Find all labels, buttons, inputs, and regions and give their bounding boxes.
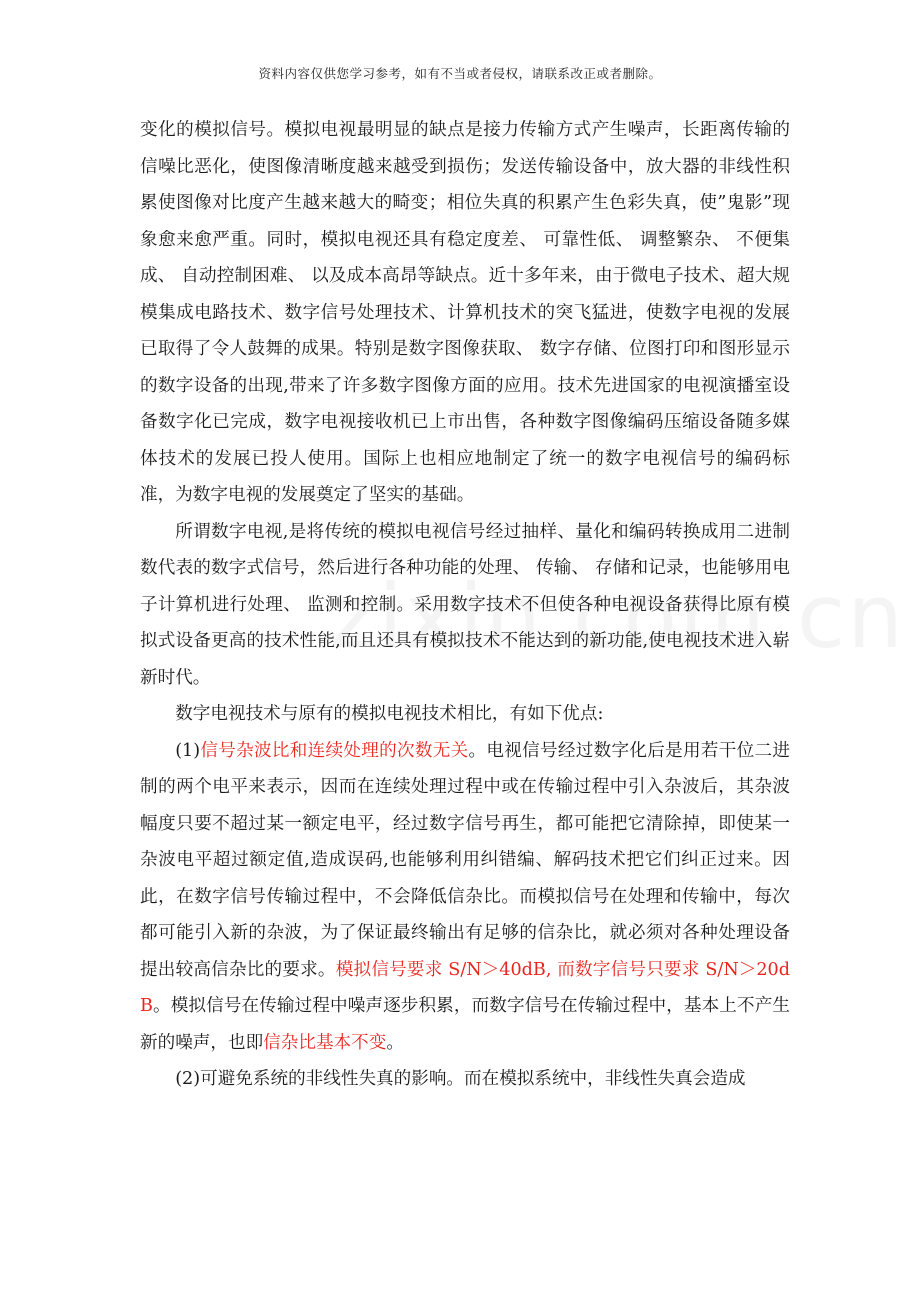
advantage-1-end: 。 [386, 1032, 404, 1053]
highlight-snr-independent: 信号杂波比和连续处理的次数无关 [200, 740, 469, 761]
paragraph-analog-tv-drawbacks: 变化的模拟信号。模拟电视最明显的缺点是接力传输方式产生噪声，长距离传输的信噪比恶化，使图像清晰度越来越受到损伤；发送传输设备中，放大器的非线性积累使图像对比度产生越来越大的畸变；相位失真的积累产生色彩失真，使”鬼影”现象愈来愈严重。同时，模拟电视还具有稳定度差、 可靠性低、 调整繁杂、 不便集成、 自动控制困难、 以及成本高昂等缺点。近十多年来，由于微电子技术、超大规模集成电路技术、数字信号处理技术、计算机技术的突飞猛进，使数字电视的发展已取得了令人鼓舞的成果。特别是数字图像获取、 数字存储、位图打印和图形显示的数字设备的出现,带来了许多数字图像方面的应用。技术先进国家的电视演播室设备数字化已完成，数字电视接收机已上市出售，各种数字图像编码压缩设备随多媒体技术的发展已投人使用。国际上也相应地制定了统一的数字电视信号的编码标准，为数字电视的发展奠定了坚实的基础。 [140, 120, 790, 505]
advantage-1-body-cont: 。模拟信号在传输过程中噪声逐步积累，而数字信号在传输过程中，基本上不产生新的噪声，也即 [140, 996, 790, 1053]
page-header-note: 资料内容仅供您学习参考，如有不当或者侵权，请联系改正或者删除。 [258, 66, 662, 81]
document-body [140, 112, 790, 1098]
highlight-snr-requirements: 模拟信号要求 S/N＞40dB, 而数字信号只要求 S/N＞20dB [140, 959, 790, 1016]
highlight-snr-unchanged: 信杂比基本不变 [263, 1032, 387, 1053]
paragraph-advantage-1 [140, 733, 790, 1062]
advantage-1-number: (1) [175, 740, 201, 761]
paragraph-advantage-2: (2)可避免系统的非线性失真的影响。而在模拟系统中，非线性失真会造成 [175, 1069, 746, 1089]
paragraph-digital-tv-definition: 所谓数字电视,是将传统的模拟电视信号经过抽样、量化和编码转换成用二进制数代表的数字式信号，然后进行各种功能的处理、 传输、 存储和记录，也能够用电子计算机进行处理、 监测和控制。采用数字技术不但使各种电视设备获得比原有模拟式设备更高的技术性能,而且还具有模拟技术不能达到的新功能,使电视技术进入崭新时代。 [140, 521, 790, 688]
advantage-1-body: 。电视信号经过数字化后是用若干位二进制的两个电平来表示，因而在连续处理过程中或在传输过程中引入杂波后，其杂波幅度只要不超过某一额定电平，经过数字信号再生，都可能把它清除掉，即使某一杂波电平超过额定值,造成误码,也能够利用纠错编、解码技术把它们纠正过来。因此，在数字信号传输过程中，不会降低信杂比。而模拟信号在处理和传输中，每次都可能引入新的杂波，为了保证最终输出有足够的信杂比，就必须对各种处理设备提出较高信杂比的要求。 [140, 740, 790, 980]
paragraph-advantages-intro: 数字电视技术与原有的模拟电视技术相比，有如下优点: [175, 704, 604, 724]
